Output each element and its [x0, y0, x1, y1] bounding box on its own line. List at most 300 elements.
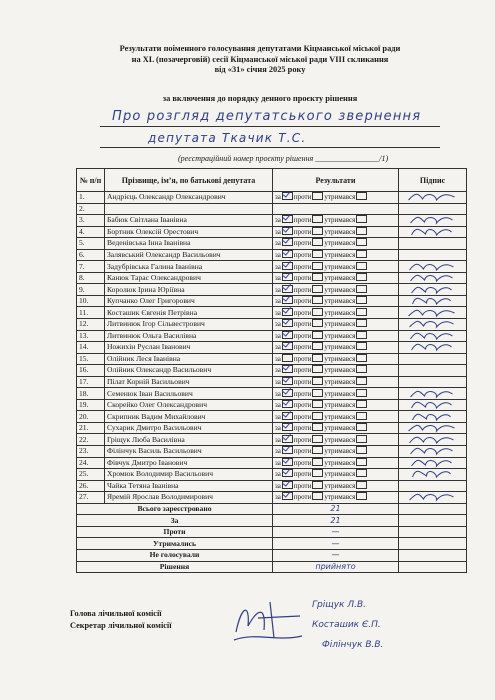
- signature-icon: [401, 319, 464, 329]
- vote-checkbox-abstain: [356, 481, 367, 489]
- vote-label-abstain: утримався: [324, 320, 356, 329]
- vote-label-against: проти: [293, 435, 312, 444]
- deputy-name: Косташик Євгенія Петрівна: [105, 307, 273, 319]
- vote-result: [273, 434, 399, 446]
- vote-result: [273, 365, 399, 377]
- vote-checkbox-abstain: [356, 423, 367, 431]
- vote-result: [273, 457, 399, 469]
- vote-checkbox-abstain: [356, 446, 367, 454]
- vote-checkbox-for: [282, 285, 293, 293]
- totals-sign-cell: [399, 526, 467, 538]
- totals-value: —: [273, 538, 399, 550]
- row-number: 27.: [77, 492, 105, 504]
- deputy-name: Хромюк Володимир Васильович: [105, 469, 273, 481]
- vote-label-for: за: [275, 435, 281, 444]
- deputy-name: Залявський Олександр Васильович: [105, 249, 273, 261]
- signature-cell: [399, 480, 467, 492]
- deputy-name: Бортник Олексій Орестович: [105, 226, 273, 238]
- vote-checkbox-abstain: [356, 238, 367, 246]
- table-row: [77, 203, 467, 215]
- header-name: Прізвище, ім’я, по батькові депутата: [105, 169, 273, 192]
- vote-label-abstain: утримався: [324, 193, 356, 202]
- row-number: 24.: [77, 457, 105, 469]
- vote-result: [273, 226, 399, 238]
- vote-checkbox-abstain: [356, 492, 367, 500]
- table-row: [77, 422, 467, 434]
- signature-icon: [401, 192, 464, 202]
- vote-checkbox-abstain: [356, 273, 367, 281]
- vote-result: [273, 422, 399, 434]
- vote-checkbox-abstain: [356, 331, 367, 339]
- table-row: [77, 342, 467, 354]
- vote-label-against: проти: [293, 401, 312, 410]
- signature-icon: [401, 227, 464, 237]
- row-number: 3.: [77, 215, 105, 227]
- vote-result: [273, 330, 399, 342]
- vote-label-against: проти: [293, 470, 312, 479]
- table-row: [77, 434, 467, 446]
- table-row: [77, 226, 467, 238]
- vote-label-for: за: [275, 447, 281, 456]
- signature-icon: [401, 423, 464, 433]
- vote-label-abstain: утримався: [324, 331, 356, 340]
- vote-checkbox-for: [282, 215, 293, 223]
- deputy-name: [105, 203, 273, 215]
- vote-label-for: за: [275, 297, 281, 306]
- row-number: 9.: [77, 284, 105, 296]
- vote-label-against: проти: [293, 366, 312, 375]
- vote-checkbox-for: [282, 458, 293, 466]
- topic-underline-1: [100, 126, 440, 127]
- vote-result: [273, 192, 399, 204]
- vote-label-abstain: утримався: [324, 251, 356, 259]
- signature-icon: [401, 273, 464, 283]
- deputy-name: Ножихін Руслан Іванович: [105, 342, 273, 354]
- deputy-name: Скорейко Олег Олександрович: [105, 399, 273, 411]
- vote-label-against: проти: [293, 227, 312, 236]
- row-number: 15.: [77, 353, 105, 365]
- vote-checkbox-for: [282, 389, 293, 397]
- header-num: № п/п: [77, 169, 105, 192]
- secretary-label: Секретар лічильної комісії: [70, 621, 172, 630]
- vote-label-abstain: утримався: [324, 389, 356, 398]
- row-number: 25.: [77, 469, 105, 481]
- table-row: [77, 376, 467, 388]
- vote-result: [273, 411, 399, 423]
- signature-cell: [399, 469, 467, 481]
- vote-label-for: за: [275, 343, 281, 352]
- totals-label: Утримались: [77, 538, 273, 550]
- vote-label-for: за: [275, 274, 281, 283]
- vote-checkbox-against: [312, 250, 323, 258]
- vote-label-for: за: [275, 354, 281, 363]
- vote-label-against: проти: [293, 285, 312, 294]
- totals-sign-cell: [399, 538, 467, 550]
- vote-label-against: проти: [293, 493, 312, 502]
- vote-checkbox-against: [312, 262, 323, 270]
- deputy-name: Литвинюк Ігор Сільвестрович: [105, 319, 273, 331]
- vote-label-for: за: [275, 412, 281, 421]
- vote-label-for: за: [275, 389, 281, 398]
- table-row: [77, 272, 467, 284]
- vote-label-abstain: утримався: [324, 366, 356, 375]
- signature-icon: [401, 389, 464, 399]
- vote-label-abstain: утримався: [324, 227, 356, 236]
- table-row: [77, 457, 467, 469]
- vote-checkbox-against: [312, 285, 323, 293]
- vote-label-against: проти: [293, 354, 312, 363]
- signature-icon: [401, 262, 464, 272]
- vote-checkbox-for: [282, 250, 293, 258]
- vote-label-against: проти: [293, 216, 312, 225]
- vote-result: [273, 388, 399, 400]
- totals-label: За: [77, 515, 273, 527]
- vote-checkbox-for: [282, 377, 293, 385]
- totals-value: —: [273, 526, 399, 538]
- vote-label-for: за: [275, 366, 281, 375]
- vote-checkbox-against: [312, 215, 323, 223]
- row-number: 6.: [77, 249, 105, 261]
- signature-cell: [399, 319, 467, 331]
- vote-checkbox-for: [282, 435, 293, 443]
- vote-checkbox-against: [312, 331, 323, 339]
- vote-checkbox-abstain: [356, 365, 367, 373]
- vote-label-for: за: [275, 216, 281, 225]
- row-number: 18.: [77, 388, 105, 400]
- vote-checkbox-against: [312, 227, 323, 235]
- deputy-name: Пілат Корній Васильович: [105, 376, 273, 388]
- signature-cell: [399, 295, 467, 307]
- vote-result: [273, 342, 399, 354]
- vote-checkbox-for: [282, 481, 293, 489]
- row-number: 13.: [77, 330, 105, 342]
- vote-label-abstain: утримався: [324, 470, 356, 479]
- vote-checkbox-against: [312, 342, 323, 350]
- deputy-name: Скрипник Вадим Михайлович: [105, 411, 273, 423]
- table-row: [77, 238, 467, 250]
- vote-checkbox-abstain: [356, 296, 367, 304]
- deputy-name: Бабюк Світлана Іванівна: [105, 215, 273, 227]
- vote-checkbox-for: [282, 262, 293, 270]
- row-number: 8.: [77, 272, 105, 284]
- vote-label-for: за: [275, 458, 281, 467]
- vote-label-abstain: утримався: [324, 458, 356, 467]
- vote-checkbox-abstain: [356, 354, 367, 362]
- vote-checkbox-against: [312, 319, 323, 327]
- vote-checkbox-abstain: [356, 412, 367, 420]
- vote-result: [273, 261, 399, 273]
- table-row: [77, 192, 467, 204]
- vote-label-abstain: утримався: [324, 216, 356, 225]
- vote-label-abstain: утримався: [324, 481, 356, 490]
- vote-checkbox-abstain: [356, 342, 367, 350]
- totals-row: [77, 503, 467, 515]
- signature-name-2: Косташик Є.П.: [312, 620, 381, 630]
- vote-result: [273, 446, 399, 458]
- vote-label-abstain: утримався: [324, 239, 356, 248]
- document-subtitle: за включення до порядку денного проєкту рішення: [162, 94, 358, 103]
- signature-cell: [399, 203, 467, 215]
- vote-checkbox-for: [282, 446, 293, 454]
- deputy-name: Чайка Тетяна Іванівна: [105, 480, 273, 492]
- vote-label-for: за: [275, 331, 281, 340]
- vote-label-abstain: утримався: [324, 401, 356, 410]
- vote-label-against: проти: [293, 331, 312, 340]
- vote-checkbox-abstain: [356, 469, 367, 477]
- vote-result: [273, 353, 399, 365]
- signature-cell: [399, 330, 467, 342]
- row-number: 26.: [77, 480, 105, 492]
- vote-checkbox-abstain: [356, 285, 367, 293]
- vote-result: [273, 492, 399, 504]
- totals-sign-cell: [399, 561, 467, 573]
- row-number: 21.: [77, 422, 105, 434]
- vote-checkbox-abstain: [356, 435, 367, 443]
- signature-cell: [399, 284, 467, 296]
- vote-label-for: за: [275, 481, 281, 490]
- topic-handwritten-line-1: Про розгляд депутатського звернення: [112, 109, 422, 124]
- table-row: [77, 469, 467, 481]
- signature-icon: [401, 435, 464, 445]
- deputy-name: Семенюк Іван Васильович: [105, 388, 273, 400]
- row-number: 14.: [77, 342, 105, 354]
- vote-result: [273, 319, 399, 331]
- table-row: [77, 307, 467, 319]
- vote-checkbox-abstain: [356, 250, 367, 258]
- deputy-name: Фівчук Дмитро Іванович: [105, 457, 273, 469]
- vote-checkbox-against: [312, 308, 323, 316]
- vote-checkbox-against: [312, 389, 323, 397]
- totals-value: 21: [273, 503, 399, 515]
- totals-row: [77, 515, 467, 527]
- signature-cell: [399, 342, 467, 354]
- totals-value: прийнято: [273, 561, 399, 573]
- vote-checkbox-against: [312, 377, 323, 385]
- topic-underline-2: [100, 147, 440, 148]
- signature-cell: [399, 492, 467, 504]
- totals-row: [77, 538, 467, 550]
- vote-checkbox-against: [312, 273, 323, 281]
- vote-label-against: проти: [293, 262, 312, 271]
- vote-checkbox-for: [282, 354, 293, 362]
- title-line-2: на XL (позачерговій) сесії Кіцманської міської ради VIII скликання: [131, 54, 389, 64]
- vote-checkbox-for: [282, 423, 293, 431]
- vote-checkbox-abstain: [356, 458, 367, 466]
- table-row: [77, 480, 467, 492]
- vote-label-abstain: утримався: [324, 343, 356, 352]
- vote-checkbox-abstain: [356, 400, 367, 408]
- vote-checkbox-for: [282, 192, 293, 200]
- table-row: [77, 295, 467, 307]
- vote-label-for: за: [275, 320, 281, 329]
- vote-label-for: за: [275, 470, 281, 479]
- vote-checkbox-against: [312, 458, 323, 466]
- row-number: 17.: [77, 376, 105, 388]
- deputy-name: Андрієць Олександр Олександрович: [105, 192, 273, 204]
- table-row: [77, 249, 467, 261]
- vote-label-against: проти: [293, 274, 312, 283]
- vote-label-against: проти: [293, 481, 312, 490]
- vote-checkbox-abstain: [356, 308, 367, 316]
- vote-label-against: проти: [293, 343, 312, 352]
- vote-checkbox-for: [282, 342, 293, 350]
- totals-row: [77, 549, 467, 561]
- totals-label: Рішення: [77, 561, 273, 573]
- row-number: 4.: [77, 226, 105, 238]
- signature-cell: [399, 249, 467, 261]
- signature-cell: [399, 192, 467, 204]
- signature-icon: [401, 458, 464, 468]
- table-row: [77, 446, 467, 458]
- header-sign: Підпис: [399, 169, 467, 192]
- signature-cell: [399, 411, 467, 423]
- vote-result: [273, 272, 399, 284]
- signature-cell: [399, 422, 467, 434]
- vote-label-abstain: утримався: [324, 378, 356, 387]
- row-number: 11.: [77, 307, 105, 319]
- signature-icon: [401, 296, 464, 306]
- table-header-row: [77, 169, 467, 192]
- signature-cell: [399, 272, 467, 284]
- totals-row: [77, 526, 467, 538]
- row-number: 1.: [77, 192, 105, 204]
- document-title: [60, 44, 460, 76]
- table-row: [77, 215, 467, 227]
- deputy-name: Сухарик Дмитро Васильович: [105, 422, 273, 434]
- vote-checkbox-abstain: [356, 319, 367, 327]
- deputy-name: Литвинюк Ольга Василівна: [105, 330, 273, 342]
- title-line-1: Результати поіменного голосування депутатами Кіцманської міської ради: [119, 44, 401, 53]
- totals-value: —: [273, 549, 399, 561]
- vote-checkbox-for: [282, 492, 293, 500]
- vote-checkbox-for: [282, 296, 293, 304]
- vote-result: [273, 284, 399, 296]
- signature-scribble: [228, 596, 308, 646]
- signature-cell: [399, 226, 467, 238]
- header-result: Результати: [273, 169, 399, 192]
- deputy-name: Королюк Ірина Юріївна: [105, 284, 273, 296]
- chair-label: Голова лічильної комісії: [70, 609, 162, 618]
- row-number: 19.: [77, 399, 105, 411]
- table-row: [77, 399, 467, 411]
- vote-result: [273, 480, 399, 492]
- title-line-3: від «31» січня 2025 року: [214, 65, 306, 74]
- deputy-name: Олійник Олександр Васильович: [105, 365, 273, 377]
- vote-result: [273, 399, 399, 411]
- vote-checkbox-against: [312, 435, 323, 443]
- vote-checkbox-for: [282, 273, 293, 281]
- vote-label-for: за: [275, 251, 281, 259]
- vote-label-against: проти: [293, 251, 312, 259]
- vote-checkbox-against: [312, 492, 323, 500]
- vote-result: [273, 307, 399, 319]
- totals-sign-cell: [399, 503, 467, 515]
- signature-cell: [399, 376, 467, 388]
- signature-icon: [401, 308, 464, 318]
- totals-row: [77, 561, 467, 573]
- signature-icon: [401, 412, 464, 422]
- signature-cell: [399, 215, 467, 227]
- vote-result: [273, 215, 399, 227]
- row-number: 22.: [77, 434, 105, 446]
- signature-cell: [399, 365, 467, 377]
- vote-label-abstain: утримався: [324, 274, 356, 283]
- vote-checkbox-abstain: [356, 192, 367, 200]
- vote-label-abstain: утримався: [324, 308, 356, 317]
- row-number: 16.: [77, 365, 105, 377]
- signature-icon: [401, 469, 464, 479]
- table-row: [77, 388, 467, 400]
- vote-label-abstain: утримався: [324, 435, 356, 444]
- totals-label: Всього зареєстровано: [77, 503, 273, 515]
- vote-label-abstain: утримався: [324, 447, 356, 456]
- vote-label-for: за: [275, 424, 281, 433]
- vote-checkbox-against: [312, 365, 323, 373]
- signature-cell: [399, 238, 467, 250]
- deputy-name: Гріщук Люба Василівна: [105, 434, 273, 446]
- deputy-name: Задубрівська Галина Іванівна: [105, 261, 273, 273]
- vote-result: [273, 238, 399, 250]
- totals-label: Проти: [77, 526, 273, 538]
- vote-result: [273, 295, 399, 307]
- row-number: 20.: [77, 411, 105, 423]
- vote-label-for: за: [275, 227, 281, 236]
- signature-icon: [401, 446, 464, 456]
- vote-checkbox-against: [312, 469, 323, 477]
- vote-checkbox-for: [282, 238, 293, 246]
- table-row: [77, 411, 467, 423]
- vote-checkbox-for: [282, 400, 293, 408]
- signature-icon: [401, 285, 464, 295]
- vote-label-against: проти: [293, 412, 312, 421]
- vote-label-for: за: [275, 308, 281, 317]
- row-number: 7.: [77, 261, 105, 273]
- vote-label-abstain: утримався: [324, 493, 356, 502]
- table-row: [77, 330, 467, 342]
- vote-label-for: за: [275, 193, 281, 202]
- deputy-name: Веденівська Інна Іванівна: [105, 238, 273, 250]
- signature-name-1: Гріщук Л.В.: [312, 600, 366, 610]
- vote-label-against: проти: [293, 239, 312, 248]
- vote-label-for: за: [275, 378, 281, 387]
- signature-cell: [399, 353, 467, 365]
- signature-cell: [399, 261, 467, 273]
- vote-result: [273, 203, 399, 215]
- vote-label-abstain: утримався: [324, 412, 356, 421]
- vote-checkbox-against: [312, 400, 323, 408]
- vote-result: [273, 376, 399, 388]
- vote-label-abstain: утримався: [324, 262, 356, 271]
- deputy-name: Олійник Леся Іванівна: [105, 353, 273, 365]
- totals-sign-cell: [399, 515, 467, 527]
- table-row: [77, 319, 467, 331]
- row-number: 12.: [77, 319, 105, 331]
- totals-value: 21: [273, 515, 399, 527]
- topic-handwritten-line-2: депутата Ткачик Т.С.: [148, 131, 307, 145]
- signature-cell: [399, 457, 467, 469]
- signature-icon: [401, 400, 464, 410]
- vote-checkbox-for: [282, 412, 293, 420]
- vote-label-against: проти: [293, 378, 312, 387]
- deputy-name: Купчанко Олег Григорович: [105, 295, 273, 307]
- vote-checkbox-against: [312, 238, 323, 246]
- vote-result: [273, 249, 399, 261]
- vote-label-abstain: утримався: [324, 285, 356, 294]
- vote-result: [273, 469, 399, 481]
- vote-label-for: за: [275, 401, 281, 410]
- vote-label-against: проти: [293, 320, 312, 329]
- signature-icon: [401, 342, 464, 352]
